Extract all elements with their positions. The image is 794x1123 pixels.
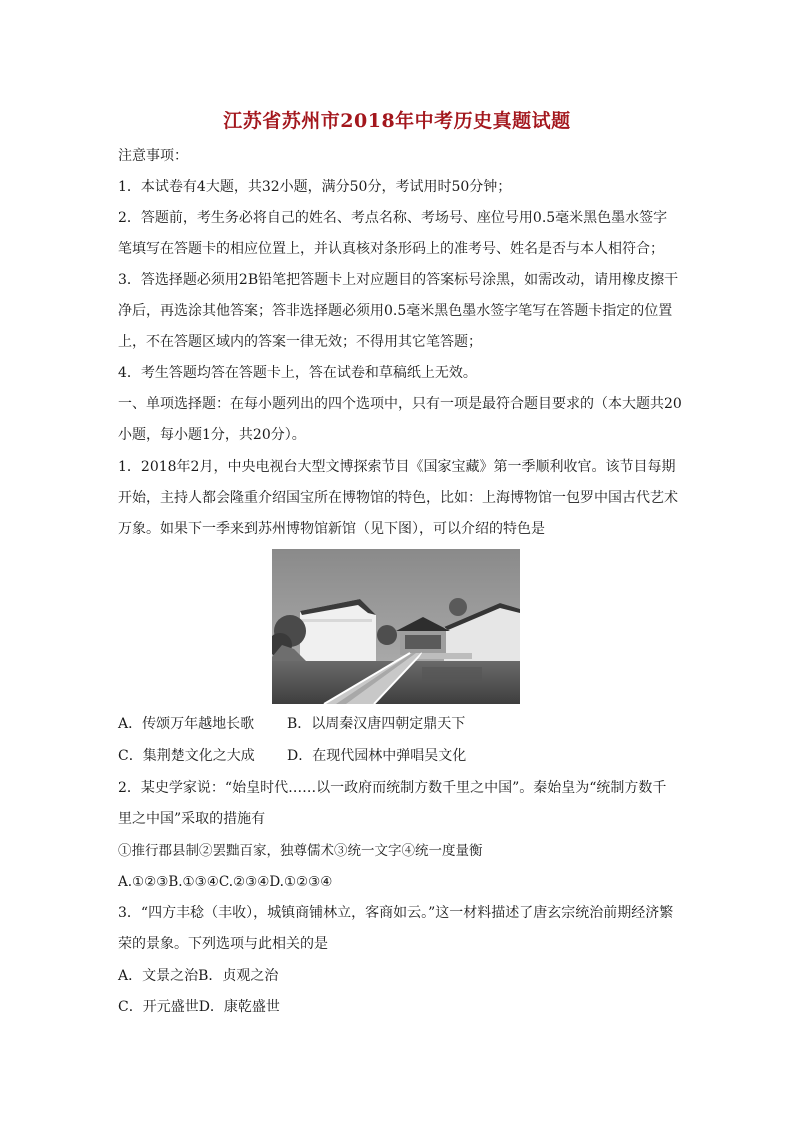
section-heading: 一、单项选择题：在每小题列出的四个选项中，只有一项是最符合题目要求的（本大题共20 xyxy=(118,396,682,412)
q2-stem: 2．某史学家说：“始皇时代……以一政府而统制方数千里之中国”。秦始皇为“统制方数千 xyxy=(118,780,667,796)
notice-line: 3．答选择题必须用2B铅笔把答题卡上对应题目的答案标号涂黑，如需改动，请用橡皮擦干 xyxy=(118,272,679,288)
notice-line: 1．本试卷有4大题，共32小题，满分50分，考试用时50分钟； xyxy=(118,179,512,195)
page-title: 江苏省苏州市2018年中考历史真题试题 xyxy=(223,110,571,132)
notice-line: 4．考生答题均答在答题卡上，答在试卷和草稿纸上无效。 xyxy=(118,365,477,381)
notice-line: 2．答题前，考生务必将自己的姓名、考点名称、考场号、座位号用0.5毫米黑色墨水签字 xyxy=(118,210,668,226)
q2-items: ①推行郡县制②罢黜百家，独尊儒术③统一文字④统一度量衡 xyxy=(118,843,483,859)
q3-stem: 3．“四方丰稔（丰收），城镇商铺林立，客商如云。”这一材料描述了唐玄宗统治前期经济繁 xyxy=(118,905,674,921)
q3-options: C．开元盛世D．康乾盛世 xyxy=(118,999,280,1015)
q1-option-b: B．以周秦汉唐四朝定鼎天下 xyxy=(287,716,466,732)
q1-stem: 万象。如果下一季来到苏州博物馆新馆（见下图），可以介绍的特色是 xyxy=(118,521,545,537)
q1-option-d: D．在现代园林中弹唱吴文化 xyxy=(287,748,467,764)
q1-stem: 1．2018年2月，中央电视台大型文博探索节目《国家宝藏》第一季顺利收官。该节目每期 xyxy=(118,459,676,475)
q1-option-c: C．集荆楚文化之大成 xyxy=(118,748,255,764)
notice-line: 笔填写在答题卡的相应位置上，并认真核对条形码上的准考号、姓名是否与本人相符合； xyxy=(118,241,664,257)
q2-options: A.①②③B.①③④C.②③④D.①②③④ xyxy=(118,874,333,890)
q3-stem: 荣的景象。下列选项与此相关的是 xyxy=(118,936,328,952)
section-heading-cont: 小题，每小题1分，共20分）。 xyxy=(118,427,306,443)
q3-options: A．文景之治B．贞观之治 xyxy=(118,968,279,984)
notice-line: 净后，再选涂其他答案；答非选择题必须用0.5毫米黑色墨水签字笔写在答题卡指定的位置 xyxy=(118,303,673,319)
notice-line: 上，不在答题区域内的答案一律无效；不得用其它笔答题； xyxy=(118,334,482,350)
q1-option-a: A．传颂万年越地长歌 xyxy=(118,716,255,732)
q2-stem: 里之中国”采取的措施有 xyxy=(118,811,266,827)
q1-stem: 开始，主持人都会隆重介绍国宝所在博物馆的特色，比如：上海博物馆一包罗中国古代艺术 xyxy=(118,490,678,506)
suzhou-museum-photo xyxy=(272,549,520,704)
notice-heading: 注意事项： xyxy=(118,148,188,164)
